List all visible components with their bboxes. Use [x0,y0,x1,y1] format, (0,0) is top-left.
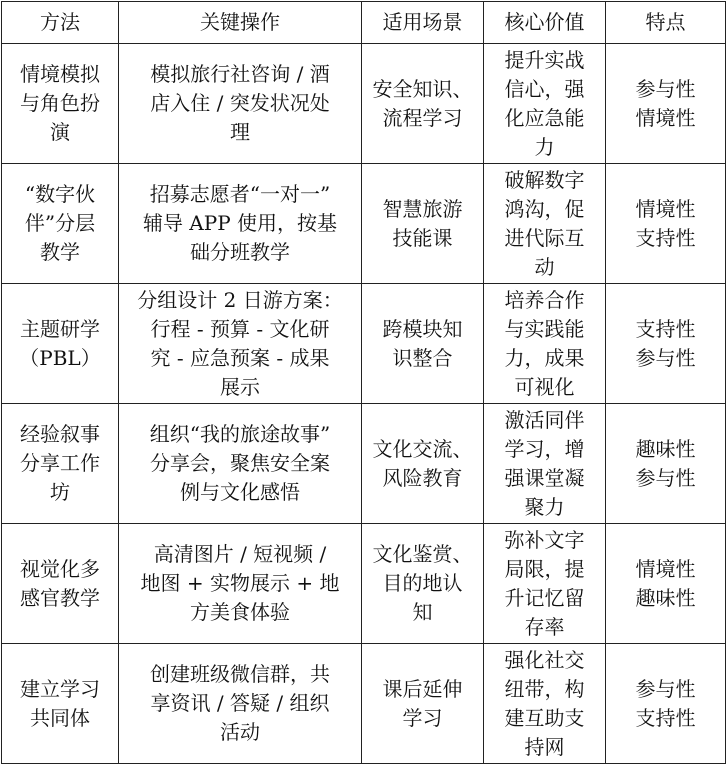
cell-text-line: 技能课 [392,225,453,250]
table-row [2,644,726,764]
cell-text-line: 情境模拟 [20,62,100,86]
header-key-operation: 关键操作 [119,2,362,44]
cell-text-line: 学习 [402,705,443,730]
header-method: 方法 [2,2,119,44]
header-core-value: 核心价值 [484,2,606,44]
cell-text-line: 础分班教学 [190,240,290,264]
table-header [2,2,726,44]
cell-text-line: 理 [230,120,250,144]
cell-text-line: （PBL） [19,345,101,370]
cell-text-line: 情境性 [635,556,696,581]
cell-text-line: 辅导 APP 使用，按基 [142,211,338,235]
table-row [2,524,726,644]
cell-text-line: 伴”分层 [24,211,96,235]
cell-text-line: 进代际互 [504,225,585,250]
cell-key-operation [119,284,362,404]
cell-text-line: 情境性 [635,105,696,130]
cell-text-line: 纽带，构 [504,676,585,701]
cell-scenario [362,404,484,524]
cell-text-line: 弥补文字 [504,527,585,552]
cell-text-line: 学习，增 [504,436,585,461]
cell-text-line: 提升实战 [504,47,585,72]
cell-text-line: 鸿沟，促 [504,196,585,221]
cell-core-value [484,404,606,524]
cell-scenario [362,284,484,404]
cell-text-line: 招募志愿者“一对一” [149,182,331,206]
cell-traits [606,404,726,524]
cell-text-line: 知 [412,600,433,624]
cell-text-line: 教学 [40,240,80,264]
cell-text-line: 智慧旅游 [382,196,463,221]
cell-text-line: 创建班级微信群，共 [150,662,330,686]
header-traits: 特点 [606,2,726,44]
cell-text-line: 强课堂凝 [504,465,585,490]
table-body [2,44,726,764]
cell-text-line: 趣味性 [635,585,696,610]
cell-text-line: 升记忆留 [504,585,585,610]
cell-text-line: 组织“我的旅途故事” [149,422,331,446]
cell-key-operation [119,164,362,284]
cell-text-line: 店入住 / 突发状况处 [150,91,330,115]
cell-text-line: 方美食体验 [190,600,290,624]
cell-text-line: 安全知识、 [372,76,473,101]
header-scenario: 适用场景 [362,2,484,44]
cell-text-line: 主题研学 [20,316,100,341]
cell-text-line: 持网 [524,734,565,759]
cell-text-line: 参与性 [635,465,696,490]
cell-text-line: 风险教育 [382,465,463,490]
cell-core-value [484,44,606,164]
header-row [2,2,726,44]
cell-text-line: 分享工作 [20,451,100,475]
cell-text-line: 情境性 [635,196,696,221]
cell-text-line: 破解数字 [504,167,585,192]
cell-text-line: 享资讯 / 答疑 / 组织 [150,691,330,715]
cell-text-line: 流程学习 [382,105,463,130]
cell-text-line: 力 [534,134,555,159]
cell-text-line: 动 [534,254,555,279]
cell-text-line: 与角色扮 [20,91,100,115]
cell-text-line: 演 [50,120,70,144]
cell-text-line: 支持性 [635,316,696,341]
cell-core-value [484,284,606,404]
table-row [2,44,726,164]
cell-traits [606,164,726,284]
cell-text-line: 共同体 [30,705,90,730]
cell-text-line: 视觉化多 [20,556,100,581]
methods-table [1,1,726,764]
cell-text-line: 化应急能 [504,105,585,130]
cell-text-line: 参与性 [635,676,696,701]
cell-key-operation [119,644,362,764]
cell-text-line: 分享会，聚焦安全案 [150,451,330,475]
cell-method [2,44,119,164]
cell-method [2,404,119,524]
cell-text-line: 参与性 [635,76,696,101]
cell-traits [606,524,726,644]
cell-text-line: 支持性 [635,705,696,730]
cell-scenario [362,644,484,764]
cell-key-operation [119,44,362,164]
cell-key-operation [119,524,362,644]
cell-core-value [484,164,606,284]
cell-traits [606,44,726,164]
cell-text-line: 局限，提 [504,556,585,581]
cell-method [2,284,119,404]
table-row [2,404,726,524]
cell-traits [606,644,726,764]
cell-text-line: 文化鉴赏、 [372,542,473,566]
cell-scenario [362,164,484,284]
table-row [2,164,726,284]
cell-method [2,524,119,644]
cell-text-line: 跨模块知 [382,316,463,341]
cell-text-line: 激活同伴 [504,407,585,432]
cell-text-line: 可视化 [514,374,575,399]
cell-method [2,644,119,764]
cell-text-line: 地图 + 实物展示 + 地 [140,571,340,595]
cell-text-line: 目的地认 [382,571,463,595]
cell-text-line: 活动 [220,720,260,744]
cell-text-line: 经验叙事 [20,422,100,446]
cell-text-line: 与实践能 [504,316,585,341]
cell-text-line: 聚力 [524,494,565,519]
cell-traits [606,284,726,404]
cell-text-line: 感官教学 [20,585,100,610]
cell-scenario [362,524,484,644]
cell-text-line: 存率 [524,614,565,639]
cell-core-value [484,644,606,764]
cell-text-line: 文化交流、 [372,436,473,461]
cell-text-line: 信心，强 [504,76,585,101]
cell-text-line: 行程 - 预算 - 文化研 [150,316,330,341]
cell-text-line: 培养合作 [504,287,585,312]
cell-text-line: 坊 [50,480,70,504]
cell-text-line: “数字伙 [24,182,96,206]
cell-text-line: 力，成果 [504,345,585,370]
cell-scenario [362,44,484,164]
cell-text-line: 模拟旅行社咨询 / 酒 [150,62,330,86]
cell-text-line: 建互助支 [504,705,585,730]
table-row [2,284,726,404]
cell-text-line: 支持性 [635,225,696,250]
cell-text-line: 高清图片 / 短视频 / [153,542,327,566]
cell-text-line: 强化社交 [504,647,585,672]
cell-text-line: 课后延伸 [382,676,463,701]
cell-text-line: 趣味性 [635,436,696,461]
cell-core-value [484,524,606,644]
cell-text-line: 建立学习 [20,676,100,701]
cell-text-line: 例与文化感悟 [180,480,300,504]
cell-key-operation [119,404,362,524]
cell-method [2,164,119,284]
cell-text-line: 参与性 [635,345,696,370]
cell-text-line: 分组设计 2 日游方案： [137,287,343,312]
cell-text-line: 展示 [220,374,260,399]
cell-text-line: 识整合 [392,345,453,370]
cell-text-line: 究 - 应急预案 - 成果 [150,345,330,370]
